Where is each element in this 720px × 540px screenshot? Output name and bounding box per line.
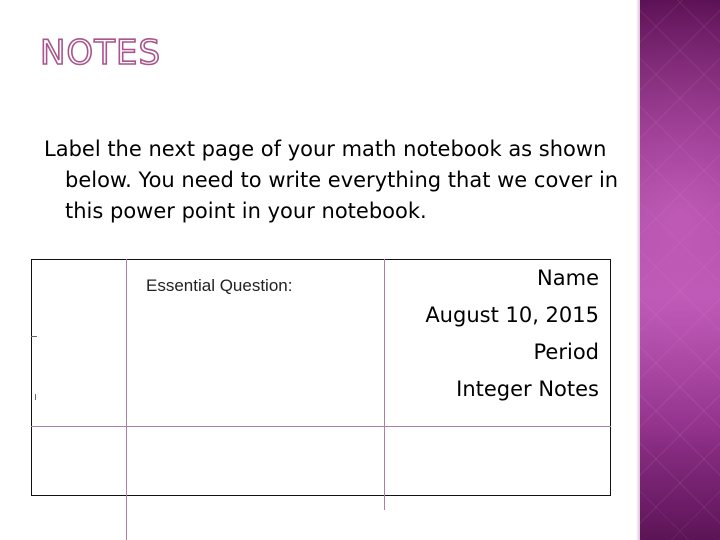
notebook-header-block [359, 260, 599, 408]
margin-rule-left [126, 259, 127, 540]
header-period: Period [533, 340, 599, 364]
header-name: Name [537, 266, 599, 290]
tick-mark [35, 394, 36, 400]
header-topic: Integer Notes [456, 377, 599, 401]
instructions-text: Label the next page of your math notebook as shown below. You need to write everything that we cover in this power point in your notebook. [44, 137, 619, 223]
row-rule-bottom [31, 426, 611, 427]
essential-question-label: Essential Question: [146, 276, 293, 295]
slide-title: NOTES [40, 33, 162, 73]
header-date: August 10, 2015 [425, 303, 599, 327]
decorative-side-panel [640, 0, 720, 540]
tick-mark [31, 336, 37, 337]
